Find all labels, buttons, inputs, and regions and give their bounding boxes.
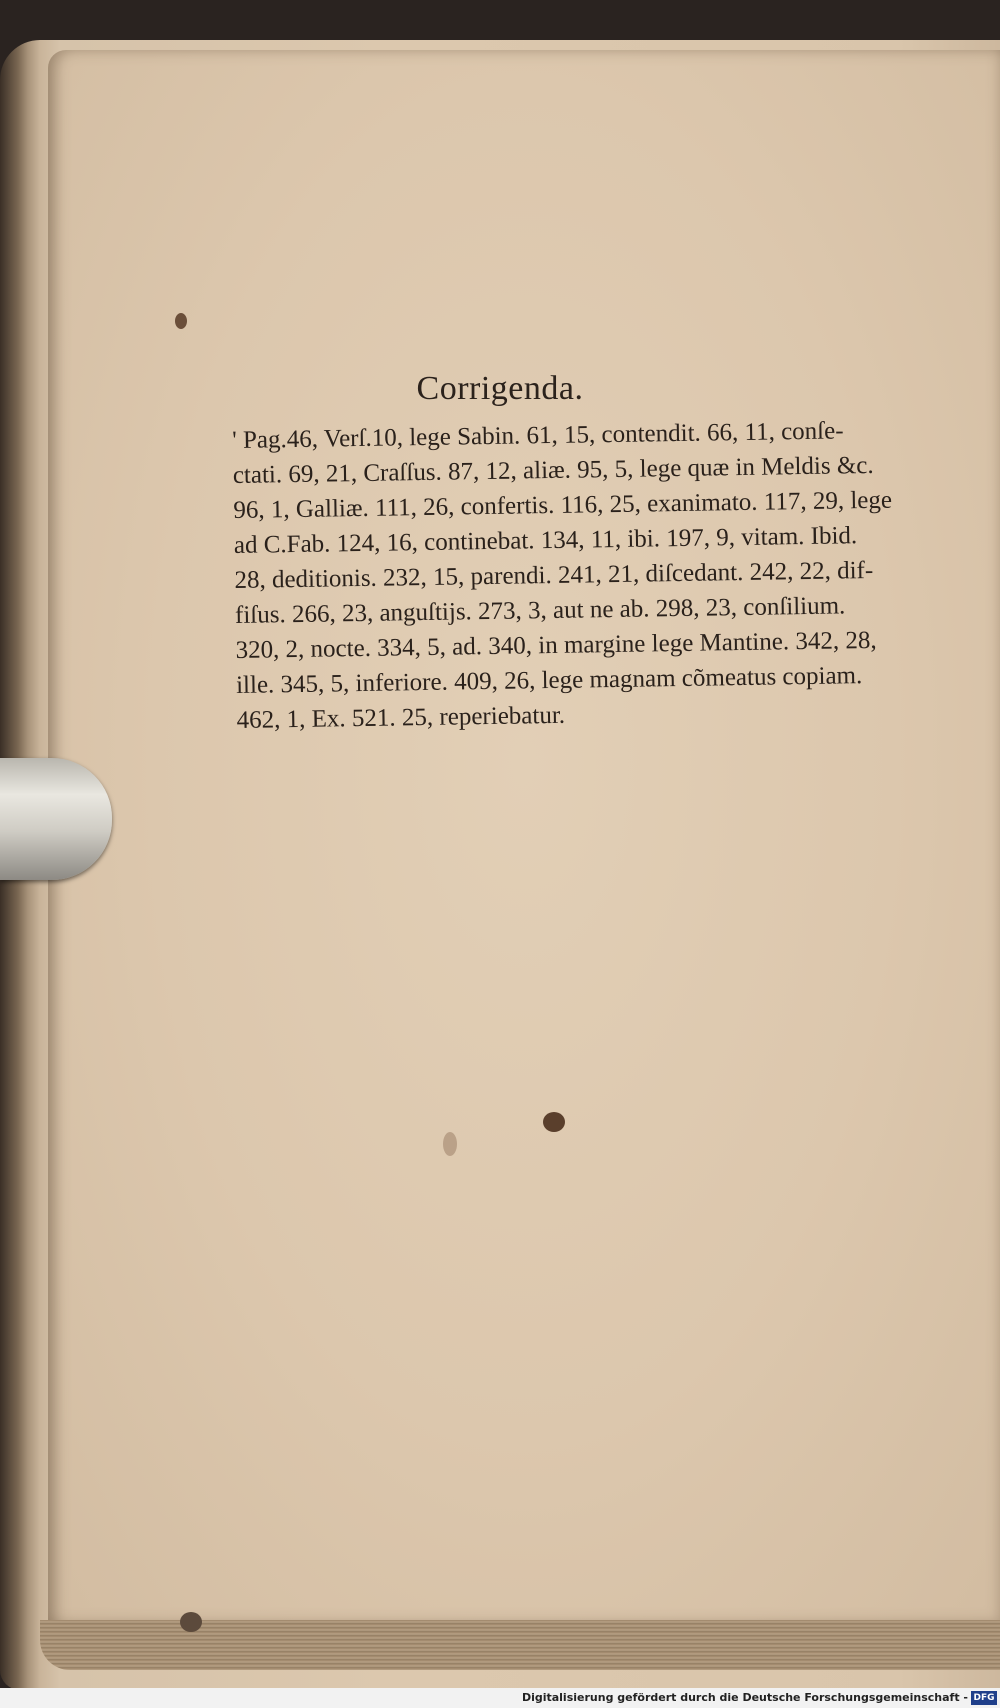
corrigenda-text bbox=[232, 412, 957, 738]
funding-notice: Digitalisierung gefördert durch die Deutsche Forschungsgemeinschaft - bbox=[521, 1691, 968, 1704]
text-line: 28, deditionis. 232, 15, parendi. 241, 21, diſcedant. 242, 22, dif- bbox=[234, 556, 874, 594]
text-line: ctati. 69, 21, Craſſus. 87, 12, aliæ. 95, 5, lege quæ in Meldis &c. bbox=[232, 451, 874, 489]
text-line: ille. 345, 5, inferiore. 409, 26, lege magnam cõmeatus copiam. bbox=[235, 662, 863, 699]
paper-stain bbox=[180, 1612, 202, 1632]
ink-spot bbox=[175, 313, 187, 329]
book-page bbox=[48, 50, 1000, 1632]
dfg-logo: DFG bbox=[971, 1691, 997, 1705]
text-line: 96, 1, Galliæ. 111, 26, confertis. 116, 25, exanimato. 117, 29, lege bbox=[233, 486, 893, 524]
paper-stain bbox=[443, 1132, 457, 1156]
corrigenda-heading: Corrigenda. bbox=[416, 370, 584, 407]
ink-spot bbox=[543, 1112, 565, 1132]
text-line: fiſus. 266, 23, anguſtijs. 273, 3, aut ne ab. 298, 23, conſilium. bbox=[234, 592, 846, 629]
text-line: 320, 2, nocte. 334, 5, ad. 340, in margine lege Mantine. 342, 28, bbox=[235, 626, 877, 664]
text-line: ' Pag.46, Verſ.10, lege Sabin. 61, 15, contendit. 66, 11, conſe- bbox=[232, 417, 844, 454]
digitization-footer bbox=[0, 1688, 1000, 1708]
text-line: 462, 1, Ex. 521. 25, reperiebatur. bbox=[236, 701, 566, 734]
text-line: ad C.Fab. 124, 16, continebat. 134, 11, ibi. 197, 9, vitam. Ibid. bbox=[233, 522, 858, 559]
